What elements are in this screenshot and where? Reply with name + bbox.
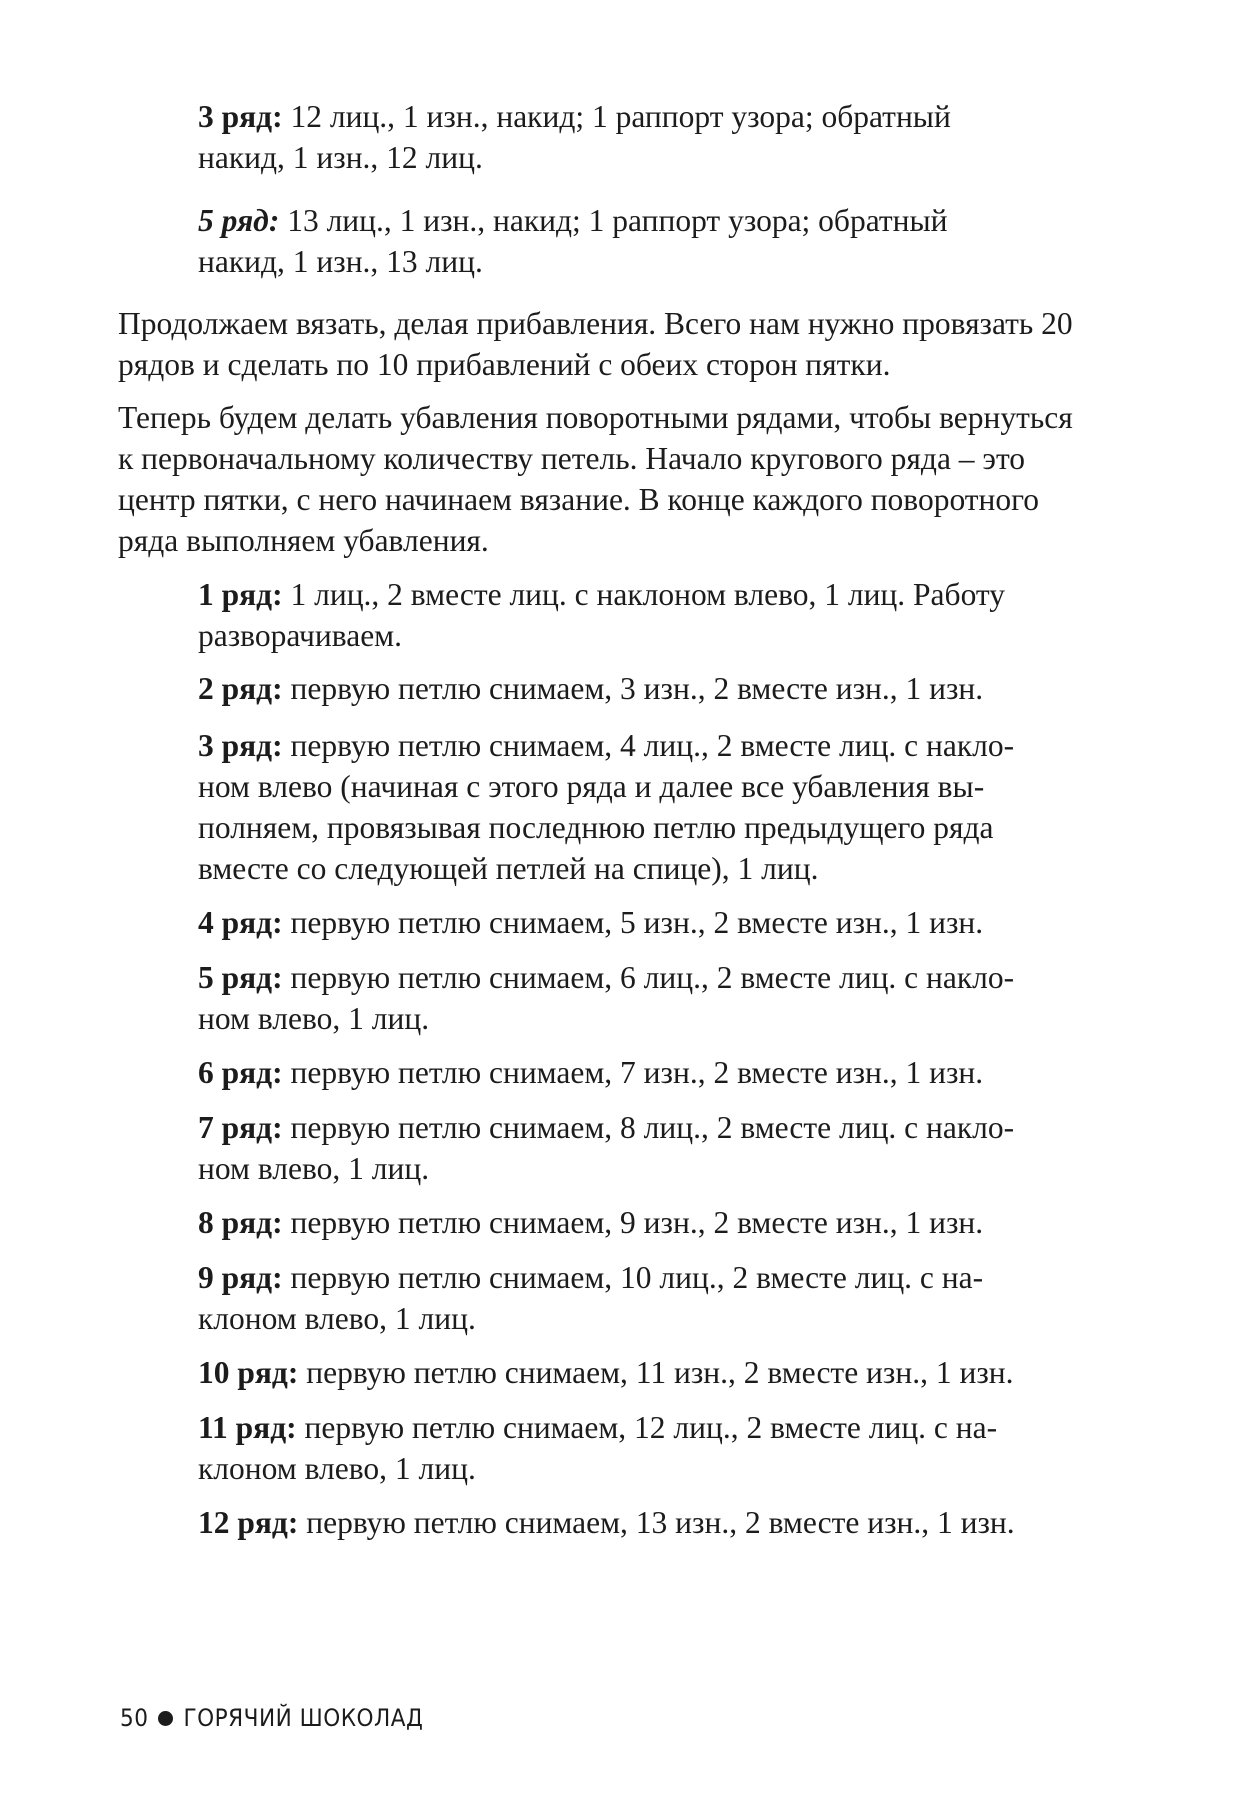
- row-label: 11 ряд:: [198, 1410, 297, 1445]
- row-label: 5 ряд:: [198, 960, 283, 995]
- row-label: 12 ряд:: [198, 1505, 299, 1540]
- decrease-row-1: [198, 574, 1046, 656]
- row-text: накид, 1 изн., 12 лиц.: [198, 140, 483, 175]
- row-text: разворачиваем.: [198, 618, 402, 653]
- row-label: 10 ряд:: [198, 1355, 299, 1390]
- paragraph-line: Продолжаем вязать, делая прибавления. Всего нам нужно провязать 20: [118, 306, 1073, 341]
- paragraph-line: к первоначальному количеству петель. Начало кругового ряда – это: [118, 441, 1026, 476]
- decrease-row-8: [198, 1202, 1046, 1243]
- pattern-row-5: [198, 200, 1046, 282]
- page-number: 50: [120, 1704, 149, 1732]
- row-label: 1 ряд:: [198, 577, 283, 612]
- decrease-row-5: [198, 957, 1046, 1039]
- row-text: 1 лиц., 2 вместе лиц. с наклоном влево, 1 лиц. Работу: [290, 577, 1006, 612]
- row-text: накид, 1 изн., 13 лиц.: [198, 244, 483, 279]
- row-text: первую петлю снимаем, 13 изн., 2 вместе изн., 1 изн.: [306, 1505, 1015, 1540]
- paragraph-decreases: [118, 397, 1124, 561]
- row-text: ном влево (начиная с этого ряда и далее все убавления вы-: [198, 769, 985, 804]
- row-label: 6 ряд:: [198, 1055, 283, 1090]
- row-text: ном влево, 1 лиц.: [198, 1151, 430, 1186]
- row-text: 12 лиц., 1 изн., накид; 1 раппорт узора; обратный: [290, 99, 951, 134]
- paragraph-line: центр пятки, с него начинаем вязание. В конце каждого поворотного: [118, 482, 1040, 517]
- row-text: первую петлю снимаем, 11 изн., 2 вместе изн., 1 изн.: [306, 1355, 1014, 1390]
- paragraph-line: ряда выполняем убавления.: [118, 523, 489, 558]
- row-label: 5 ряд:: [198, 203, 280, 238]
- row-label: 7 ряд:: [198, 1110, 283, 1145]
- decrease-row-3: [198, 725, 1046, 889]
- row-text: первую петлю снимаем, 5 изн., 2 вместе изн., 1 изн.: [290, 905, 984, 940]
- row-text: первую петлю снимаем, 7 изн., 2 вместе изн., 1 изн.: [290, 1055, 984, 1090]
- book-title: ГОРЯЧИЙ ШОКОЛАД: [183, 1704, 424, 1732]
- page-footer: [120, 1704, 423, 1732]
- decrease-row-11: [198, 1407, 1046, 1489]
- row-text: первую петлю снимаем, 8 лиц., 2 вместе лиц. с накло-: [290, 1110, 1015, 1145]
- row-text: первую петлю снимаем, 4 лиц., 2 вместе лиц. с накло-: [290, 728, 1015, 763]
- pattern-row-3: [198, 96, 1046, 178]
- decrease-row-12: [198, 1502, 1046, 1543]
- decrease-row-9: [198, 1257, 1046, 1339]
- row-label: 2 ряд:: [198, 671, 283, 706]
- row-text: первую петлю снимаем, 10 лиц., 2 вместе лиц. с на-: [290, 1260, 984, 1295]
- paragraph-line: рядов и сделать по 10 прибавлений с обеих сторон пятки.: [118, 347, 891, 382]
- paragraph-increases: [118, 303, 1124, 385]
- paragraph-line: Теперь будем делать убавления поворотными рядами, чтобы вернуться: [118, 400, 1073, 435]
- row-label: 9 ряд:: [198, 1260, 283, 1295]
- row-label: 8 ряд:: [198, 1205, 283, 1240]
- bullet-dot-icon: [158, 1711, 173, 1726]
- row-text: первую петлю снимаем, 3 изн., 2 вместе изн., 1 изн.: [290, 671, 984, 706]
- decrease-row-10: [198, 1352, 1046, 1393]
- row-label: 3 ряд:: [198, 728, 283, 763]
- decrease-row-7: [198, 1107, 1046, 1189]
- decrease-row-6: [198, 1052, 1046, 1093]
- row-text: полняем, провязывая последнюю петлю предыдущего ряда: [198, 810, 994, 845]
- row-text: вместе со следующей петлей на спице), 1 лиц.: [198, 851, 819, 886]
- row-text: клоном влево, 1 лиц.: [198, 1301, 476, 1336]
- row-text: первую петлю снимаем, 12 лиц., 2 вместе лиц. с на-: [304, 1410, 998, 1445]
- row-text: первую петлю снимаем, 9 изн., 2 вместе изн., 1 изн.: [290, 1205, 984, 1240]
- row-label: 4 ряд:: [198, 905, 283, 940]
- row-text: 13 лиц., 1 изн., накид; 1 раппорт узора; обратный: [287, 203, 948, 238]
- decrease-row-2: [198, 668, 1046, 709]
- row-text: клоном влево, 1 лиц.: [198, 1451, 476, 1486]
- row-text: ном влево, 1 лиц.: [198, 1001, 430, 1036]
- row-label: 3 ряд:: [198, 99, 283, 134]
- row-text: первую петлю снимаем, 6 лиц., 2 вместе лиц. с накло-: [290, 960, 1015, 995]
- decrease-row-4: [198, 902, 1046, 943]
